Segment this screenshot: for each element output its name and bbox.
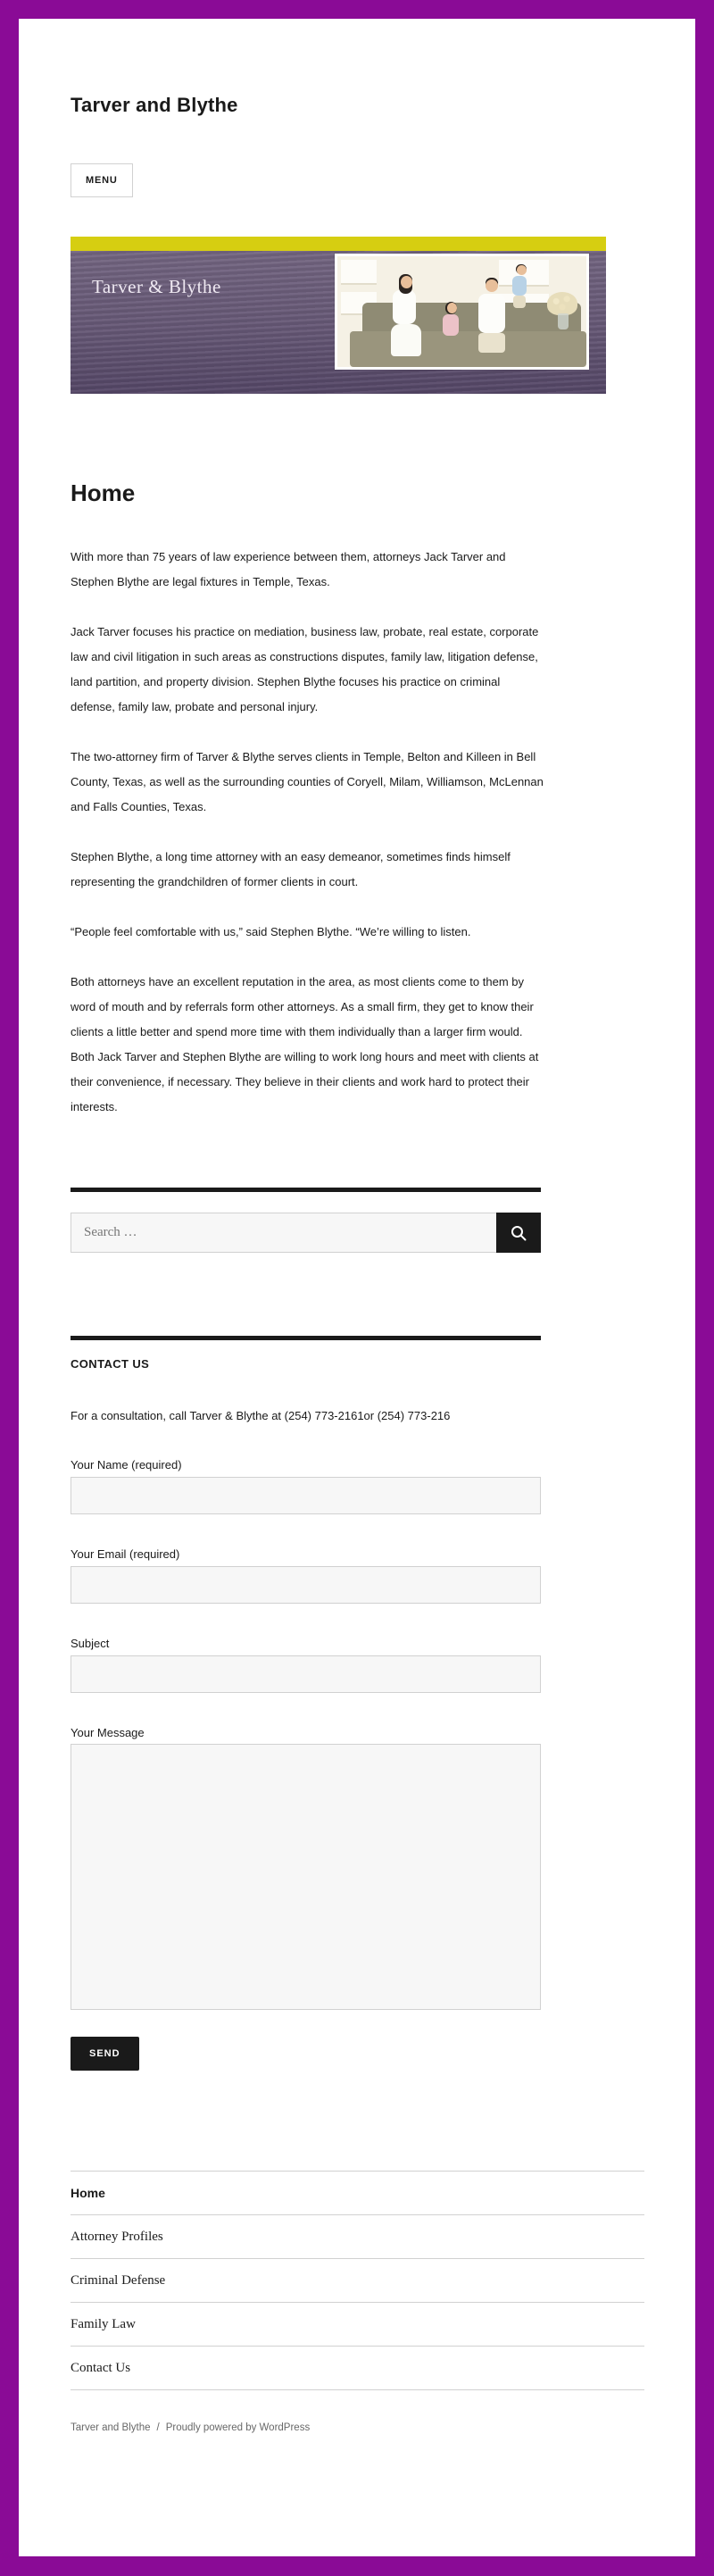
footer-nav-link-attorney-profiles[interactable]: Attorney Profiles [71,2230,163,2244]
contact-widget [71,1336,541,2071]
name-field[interactable] [71,1477,541,1514]
paragraph: Jack Tarver focuses his practice on mediation, business law, probate, real estate, corporate law and civil litigation in such areas as constructions disputes, family law, litigation defense, land partition, and property division. Stephen Blythe focuses his practice on criminal defense, family law, probate and personal injury. [71,625,539,713]
subject-field[interactable] [71,1655,541,1693]
father-figure [478,279,505,353]
site-header [71,19,643,394]
search-button[interactable] [496,1213,541,1253]
header-image [71,237,606,394]
footer-separator: / [156,2422,160,2433]
footer-nav-link-contact-us[interactable]: Contact Us [71,2361,131,2375]
shelf-shape [341,260,377,285]
mother-figure [393,276,419,356]
search-input[interactable] [71,1213,496,1253]
contact-intro-text: For a consultation, call Tarver & Blythe at (254) 773-2161or (254) 773-216 [71,1409,451,1422]
site-footer-credit [71,2422,643,2433]
subject-field-label: Subject [71,1637,110,1650]
daughter-figure [443,303,461,336]
search-form [71,1213,541,1253]
name-field-label: Your Name (required) [71,1458,182,1471]
header-yellow-stripe [71,237,606,251]
entry-content [71,480,544,1120]
footer-nav-item-criminal-defense [71,2259,644,2303]
paragraph: The two-attorney firm of Tarver & Blythe serves clients in Temple, Belton and Killeen in Bell County, Texas, as well as the surrounding counties of Coryell, Milam, Williamson, McLennan and Falls Counties, Texas. [71,750,544,813]
footer-nav-link-home[interactable]: Home [71,2186,105,2200]
footer-navigation [71,2171,644,2390]
contact-widget-title: CONTACT US [71,1357,150,1371]
toddler-figure [512,265,530,308]
footer-nav-item-contact-us [71,2347,644,2390]
header-family-photo [335,254,589,370]
message-field[interactable] [71,1744,541,2010]
paragraph: With more than 75 years of law experience between them, attorneys Jack Tarver and Stephen Blythe are legal fixtures in Temple, Texas. [71,550,506,588]
paragraph: Stephen Blythe, a long time attorney with an easy demeanor, sometimes finds himself representing the grandchildren of former clients in court. [71,850,511,888]
search-widget [71,1188,541,1253]
footer-nav-item-family-law [71,2303,644,2347]
email-field[interactable] [71,1566,541,1604]
footer-wordpress-credit-link[interactable]: Proudly powered by WordPress [165,2422,311,2433]
footer-nav-link-criminal-defense[interactable]: Criminal Defense [71,2273,166,2288]
footer-nav-item-attorney-profiles [71,2215,644,2259]
send-button[interactable]: SEND [71,2037,139,2071]
flowers-shape [547,292,577,315]
header-banner-text: Tarver & Blythe [92,276,221,297]
vase-shape [558,313,569,329]
magnifier-icon [510,1224,527,1242]
site-container [19,19,695,2556]
footer-nav-link-family-law[interactable]: Family Law [71,2317,136,2331]
footer-site-name-link[interactable]: Tarver and Blythe [71,2422,151,2433]
widget-top-rule [71,1336,541,1340]
widget-top-rule [71,1188,541,1192]
paragraph: Both attorneys have an excellent reputation in the area, as most clients come to them by word of mouth and by referrals form other attorneys. As a small firm, they get to know their clients a little better and spend more time with them individually than a larger firm would. Both Jack Tarver and Stephen Blythe are willing to work long hours and meet with clients at their convenience, if necessary. They believe in their clients and work hard to protect their interests. [71,975,539,1113]
page-title: Home [71,479,136,506]
couch-shape [350,331,586,367]
menu-toggle-button[interactable]: MENU [71,163,133,197]
contact-form [71,1458,541,2071]
message-field-label: Your Message [71,1726,145,1739]
footer-nav-item-home [71,2172,644,2215]
email-field-label: Your Email (required) [71,1547,180,1561]
paragraph: “People feel comfortable with us,” said Stephen Blythe. “We’re willing to listen. [71,925,471,938]
site-title[interactable]: Tarver and Blythe [71,94,238,116]
